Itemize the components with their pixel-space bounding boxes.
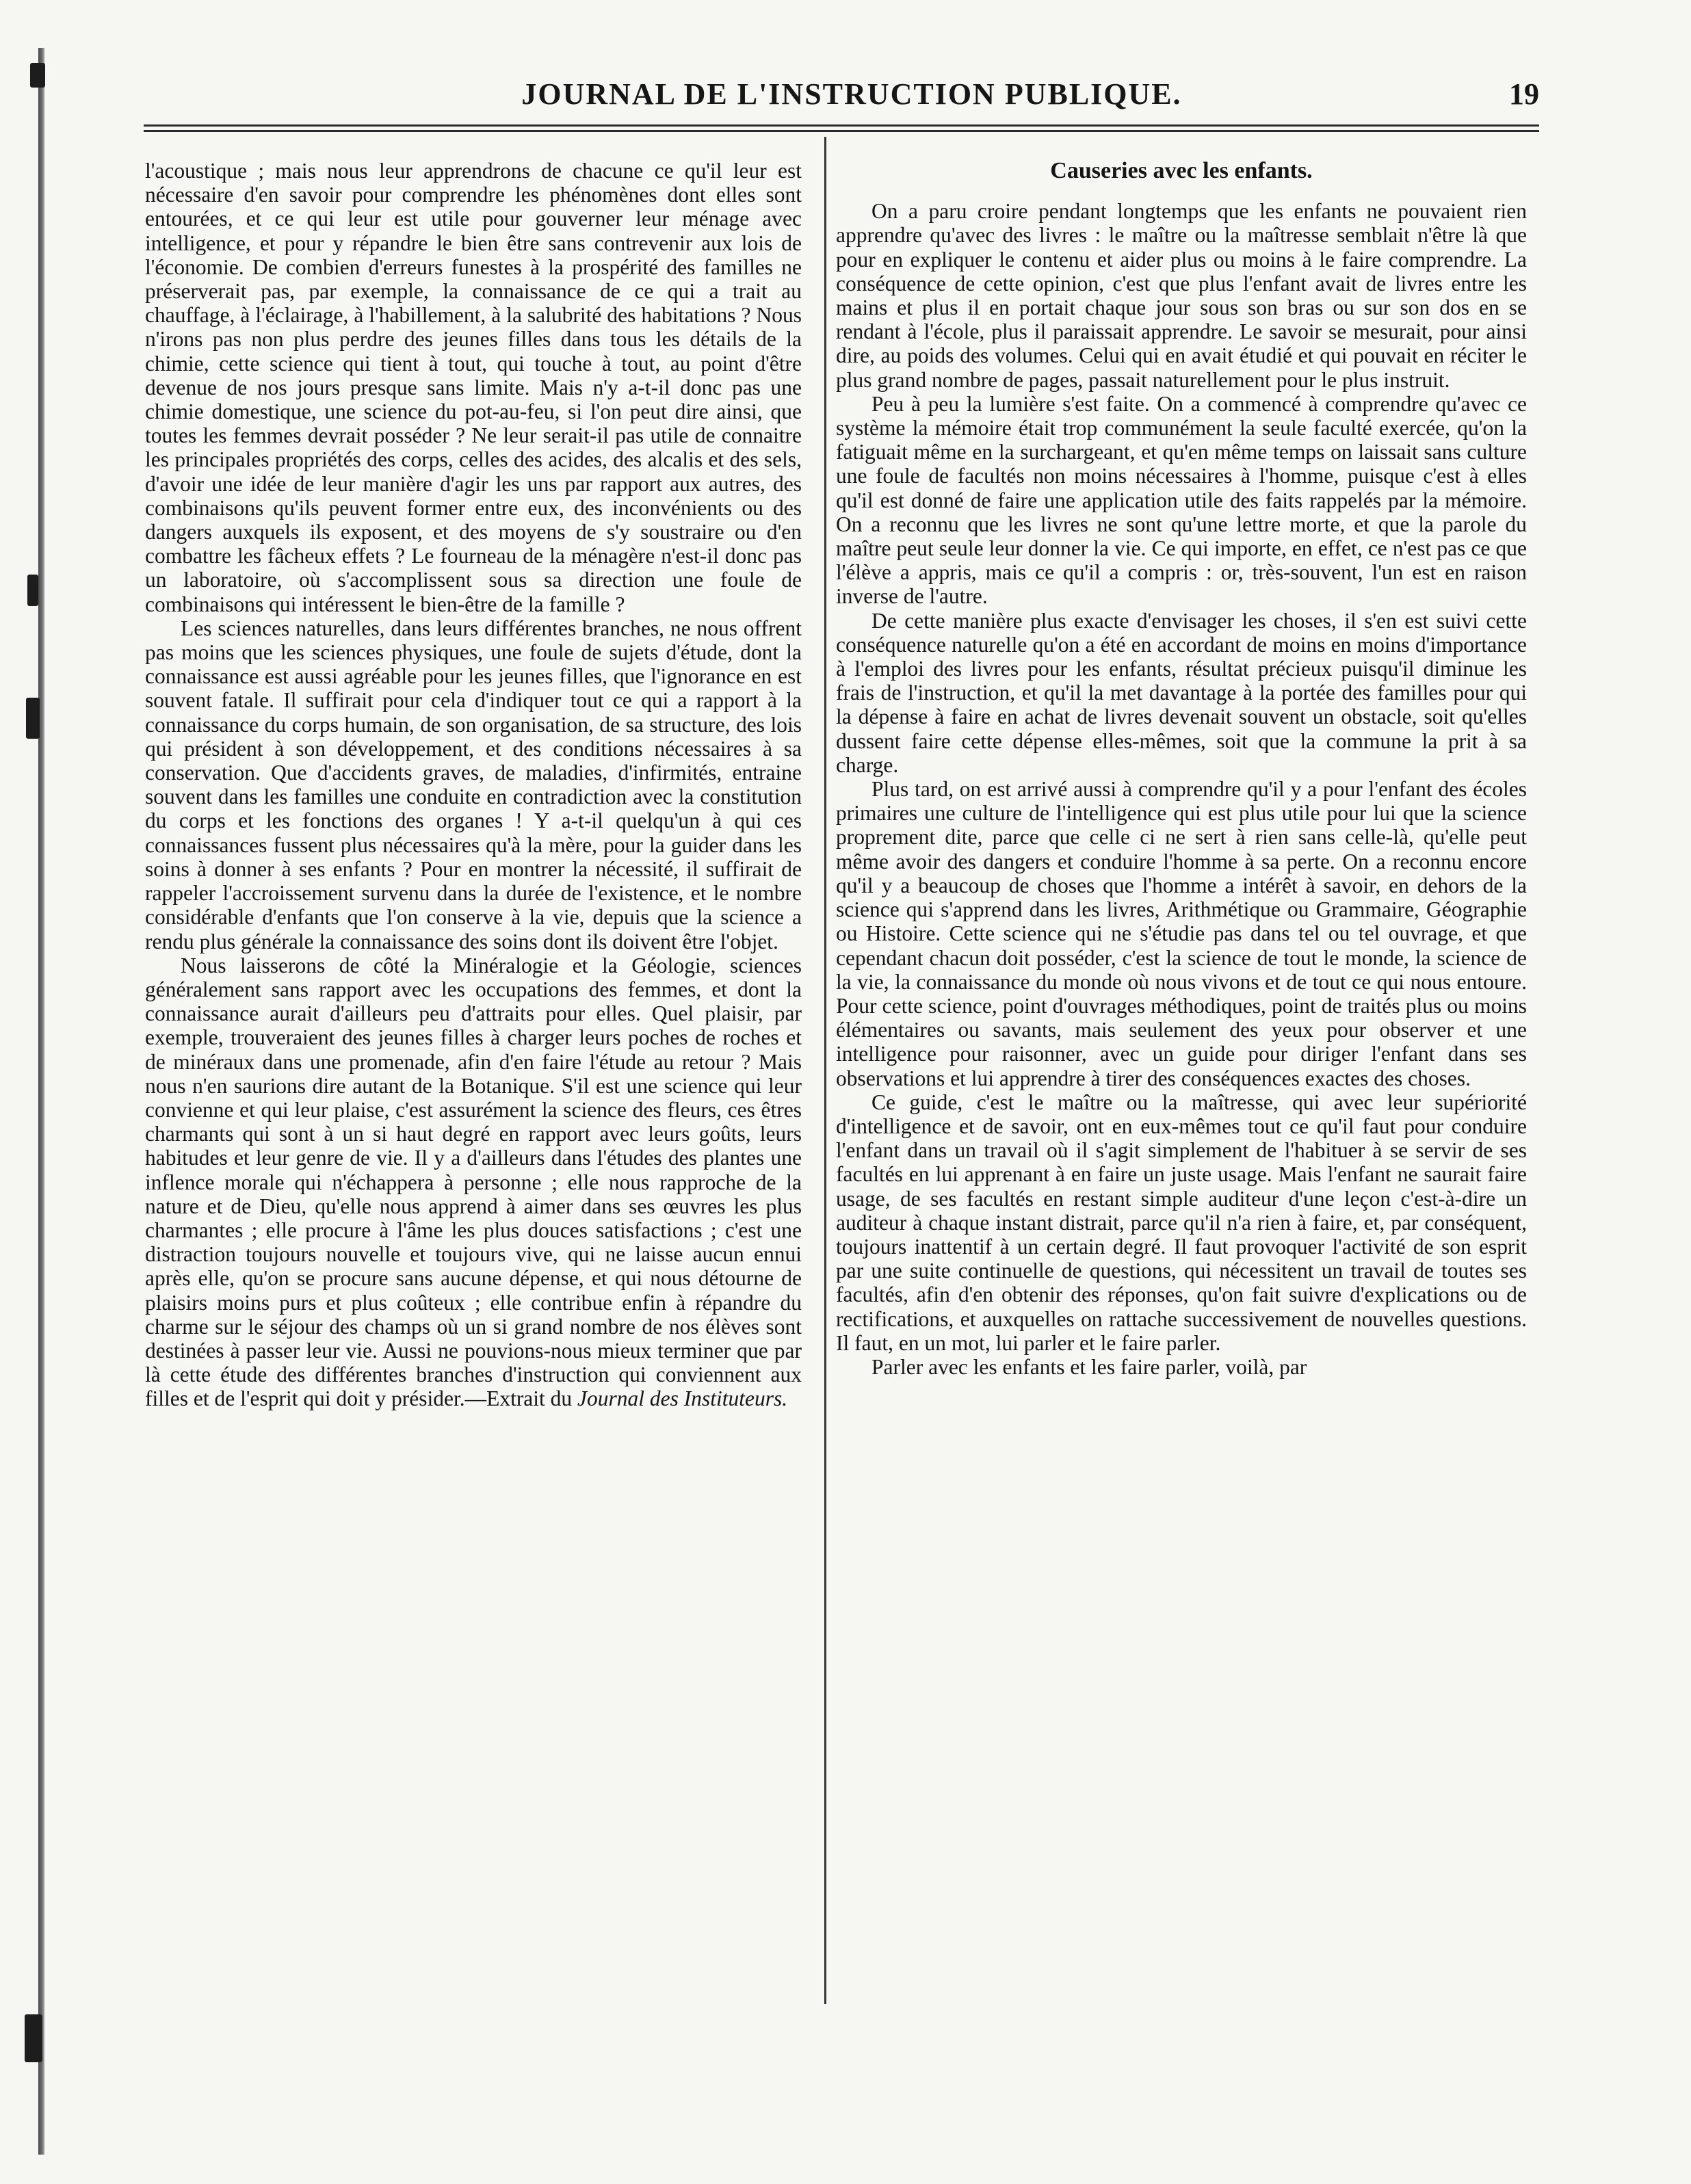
column-divider bbox=[824, 137, 826, 2004]
left-column bbox=[145, 159, 802, 1411]
paragraph: Les sciences naturelles, dans leurs différentes branches, ne nous offrent pas moins que les sciences physiques, une foule de sujets d'étude, dont la connaissance est aussi agréable pour les jeunes filles, que l'ignorance en est souvent fatale. Il suffirait pour cela d'indiquer tout ce qui a rapport à la connaissance du corps humain, de son organisation, de sa structure, des lois qui président à son développement, et des conditions nécessaires à sa conservation. Que d'accidents graves, de maladies, d'infirmités, entraine souvent dans les familles une conduite en contradiction avec la constitution du corps et les fonctions des organes ! Y a-t-il quelqu'un à qui ces connaissances fussent plus nécessaires qu'à la mère, pour la guider dans les soins à donner à ses enfants ? Pour en montrer la nécessité, il suffirait de rappeler l'accroissement survenu dans la durée de l'existence, et le nombre considérable d'enfants que l'on conserve à la vie, depuis que la science a rendu plus générale la connaissance des soins dont ils doivent être l'objet. bbox=[145, 616, 802, 953]
paragraph: Peu à peu la lumière s'est faite. On a commencé à comprendre qu'avec ce système la mémoire était trop communément la seule faculté exercée, qu'on la fatiguait même en la surchargeant, et qu'en même temps on laissait sans culture une foule de facultés non moins nécessaires à l'homme, puisque c'est à elles qu'il est donné de faire une application utile des faits rappelés par la mémoire. On a reconnu que les livres ne sont qu'une lettre morte, et que la parole du maître peut seule leur donner la vie. Ce qui importe, en effet, ce n'est pas ce que l'élève a appris, mais ce qu'il a compris : or, très-souvent, l'un est en raison inverse de l'autre. bbox=[836, 391, 1527, 609]
paragraph: On a paru croire pendant longtemps que les enfants ne pouvaient rien apprendre qu'avec des livres : le maître ou la maîtresse semblait n'être là que pour en expliquer le contenu et aider plus ou moins à le faire comprendre. La conséquence de cette opinion, c'est que plus l'enfant avait de livres entre les mains et plus il en portait chaque jour sous son bras ou sur son dos en se rendant à l'école, plus il paraissait apprendre. Le savoir se mesurait, pour ainsi dire, au poids des volumes. Celui qui en avait étudié et qui pouvait en réciter le plus grand nombre de pages, passait naturellement pour le plus instruit. bbox=[836, 199, 1527, 392]
paragraph: l'acoustique ; mais nous leur apprendrons de chacune ce qu'il leur est nécessaire d'en savoir pour comprendre les phénomènes dont elles sont entourées, et ce qui leur est utile pour gouverner leur ménage avec intelligence, et pour y répandre le bien être sans contrevenir aux lois de l'économie. De combien d'erreurs funestes à la prospérité des familles ne préserverait pas, par exemple, la connaissance de ce qui a trait au chauffage, à l'éclairage, à l'habillement, à la salubrité des habitations ? Nous n'irons pas non plus perdre des jeunes filles dans tous les détails de la chimie, cette science qui tient à tout, qui touche à tout, au point d'être devenue de nos jours presque sans limite. Mais n'y a-t-il donc pas une chimie domestique, une science du pot-au-feu, si l'on peut dire ainsi, que toutes les femmes devrait posséder ? Ne leur serait-il pas utile de connaitre les principales propriétés des corps, celles des acides, des alcalis et des sels, d'avoir une idée de leur manière d'agir les uns par rapport aux autres, des combinaisons qu'ils peuvent former entre eux, des inconvénients ou des dangers auxquels ils exposent, et des moyens de s'y soustraire ou d'en combattre les fâcheux effets ? Le fourneau de la ménagère n'est-il donc pas un laboratoire, où s'accomplissent sous sa direction une foule de combinaisons qui intéressent le bien-être de la famille ? bbox=[145, 159, 802, 616]
scan-speck bbox=[26, 698, 40, 739]
source-citation: Journal des Instituteurs. bbox=[577, 1386, 788, 1411]
paragraph bbox=[145, 953, 802, 1411]
header-rule bbox=[144, 124, 1539, 127]
paragraph: Parler avec les enfants et les faire parler, voilà, par bbox=[871, 1354, 1307, 1379]
section-title: Causeries avec les enfants. bbox=[1050, 158, 1313, 183]
scan-speck bbox=[25, 2014, 42, 2062]
scan-speck bbox=[27, 575, 38, 606]
scan-edge-shadow bbox=[38, 48, 44, 2155]
page-number: 19 bbox=[1509, 77, 1539, 111]
scan-speck bbox=[30, 63, 45, 88]
right-column bbox=[836, 159, 1527, 1379]
journal-title: JOURNAL DE L'INSTRUCTION PUBLIQUE. bbox=[521, 77, 1182, 111]
header-rule bbox=[144, 130, 1539, 132]
paragraph: Plus tard, on est arrivé aussi à comprendre qu'il y a pour l'enfant des écoles primaires une culture de l'intelligence qui est plus utile pour lui que la science proprement dite, parce que celle ci ne sert à rien sans celle-là, qu'elle peut même avoir des dangers et conduire l'homme à sa perte. On a reconnu encore qu'il y a beaucoup de choses que l'homme a intérêt à savoir, en dehors de la science qui s'apprend dans les livres, Arithmétique ou Grammaire, Géographie ou Histoire. Cette science qui ne s'étudie pas dans tel ou tel ouvrage, et que cependant chacun doit posséder, c'est la science de tout le monde, la science de la vie, la connaissance du monde où nous vivons et de tout ce qui nous entoure. Pour cette science, point d'ouvrages méthodiques, point de traités plus ou moins élémentaires ou savants, mais seulement des yeux pour observer et une intelligence pour raisonner, avec un guide pour diriger l'enfant dans ses observations et lui apprendre à tirer des conséquences exactes des choses. bbox=[836, 777, 1527, 1090]
paragraph-text: Nous laisserons de côté la Minéralogie et la Géologie, sciences généralement sans rapport avec les occupations des femmes, et dont la connaissance aurait d'ailleurs peu d'attraits pour elles. Quel plaisir, par exemple, trouveraient des jeunes filles à charger leurs poches de roches et de minéraux dans une promenade, afin d'en faire l'étude au retour ? Mais nous n'en saurions dire autant de la Botanique. S'il est une science qui leur convienne et qui leur plaise, c'est assurément la science des fleurs, ces êtres charmants qui sont à un si haut degré en rapport avec leurs goûts, leurs habitudes et leur genre de vie. Il y a d'ailleurs dans l'études des plantes une inflence morale qui n'échappera à personne ; elle nous rapproche de la nature et de Dieu, qu'elle nous apprend à aimer dans ses œuvres les plus charmantes ; elle procure à l'âme les plus douces satisfactions ; c'est une distraction toujours nouvelle et toujours vive, qui ne laisse aucun ennui après elle, qu'on se procure sans aucune dépense, et qui nous détourne de plaisirs moins purs et plus coûteux ; elle contribue enfin à répandre du charme sur le séjour des champs où un si grand nombre de nos élèves sont destinées à passer leur vie. Aussi ne pouvions-nous mieux terminer que par là cette étude des différentes branches d'instruction qui conviennent aux filles et de l'esprit qui doit y présider.—Extrait du bbox=[145, 953, 802, 1411]
paragraph: De cette manière plus exacte d'envisager les choses, il s'en est suivi cette conséquence naturelle qu'on a été en accordant de moins en moins d'importance à l'emploi des livres pour les enfants, résultat précieux puisqu'il diminue les frais de l'instruction, et qu'il la met davantage à la portée des familles pour qui la dépense à faire en achat de livres devenait souvent un obstacle, soit qu'elles dussent faire cette dépense elles-mêmes, soit que la commune la prit à sa charge. bbox=[836, 608, 1527, 777]
paragraph: Ce guide, c'est le maître ou la maîtresse, qui avec leur supériorité d'intelligence et de savoir, ont en eux-mêmes tout ce qu'il faut pour conduire l'enfant dans un travail où il s'agit simplement de l'habituer à se servir de ses facultés en lui apprenant à en faire un juste usage. Mais l'enfant ne saurait faire usage, de ses facultés en restant simple auditeur d'une leçon c'est-à-dire un auditeur à chaque instant distrait, parce qu'il n'a rien à faire, et, par conséquent, toujours inattentif à un certain degré. Il faut provoquer l'activité de son esprit par une suite continuelle de questions, qui nécessitent un travail de toutes ses facultés, afin d'en obtenir des réponses, qu'on fait suivre d'explications ou de rectifications, et auxquelles on rattache successivement de nouvelles questions. Il faut, en un mot, lui parler et le faire parler. bbox=[836, 1090, 1527, 1355]
page-header bbox=[144, 77, 1560, 118]
